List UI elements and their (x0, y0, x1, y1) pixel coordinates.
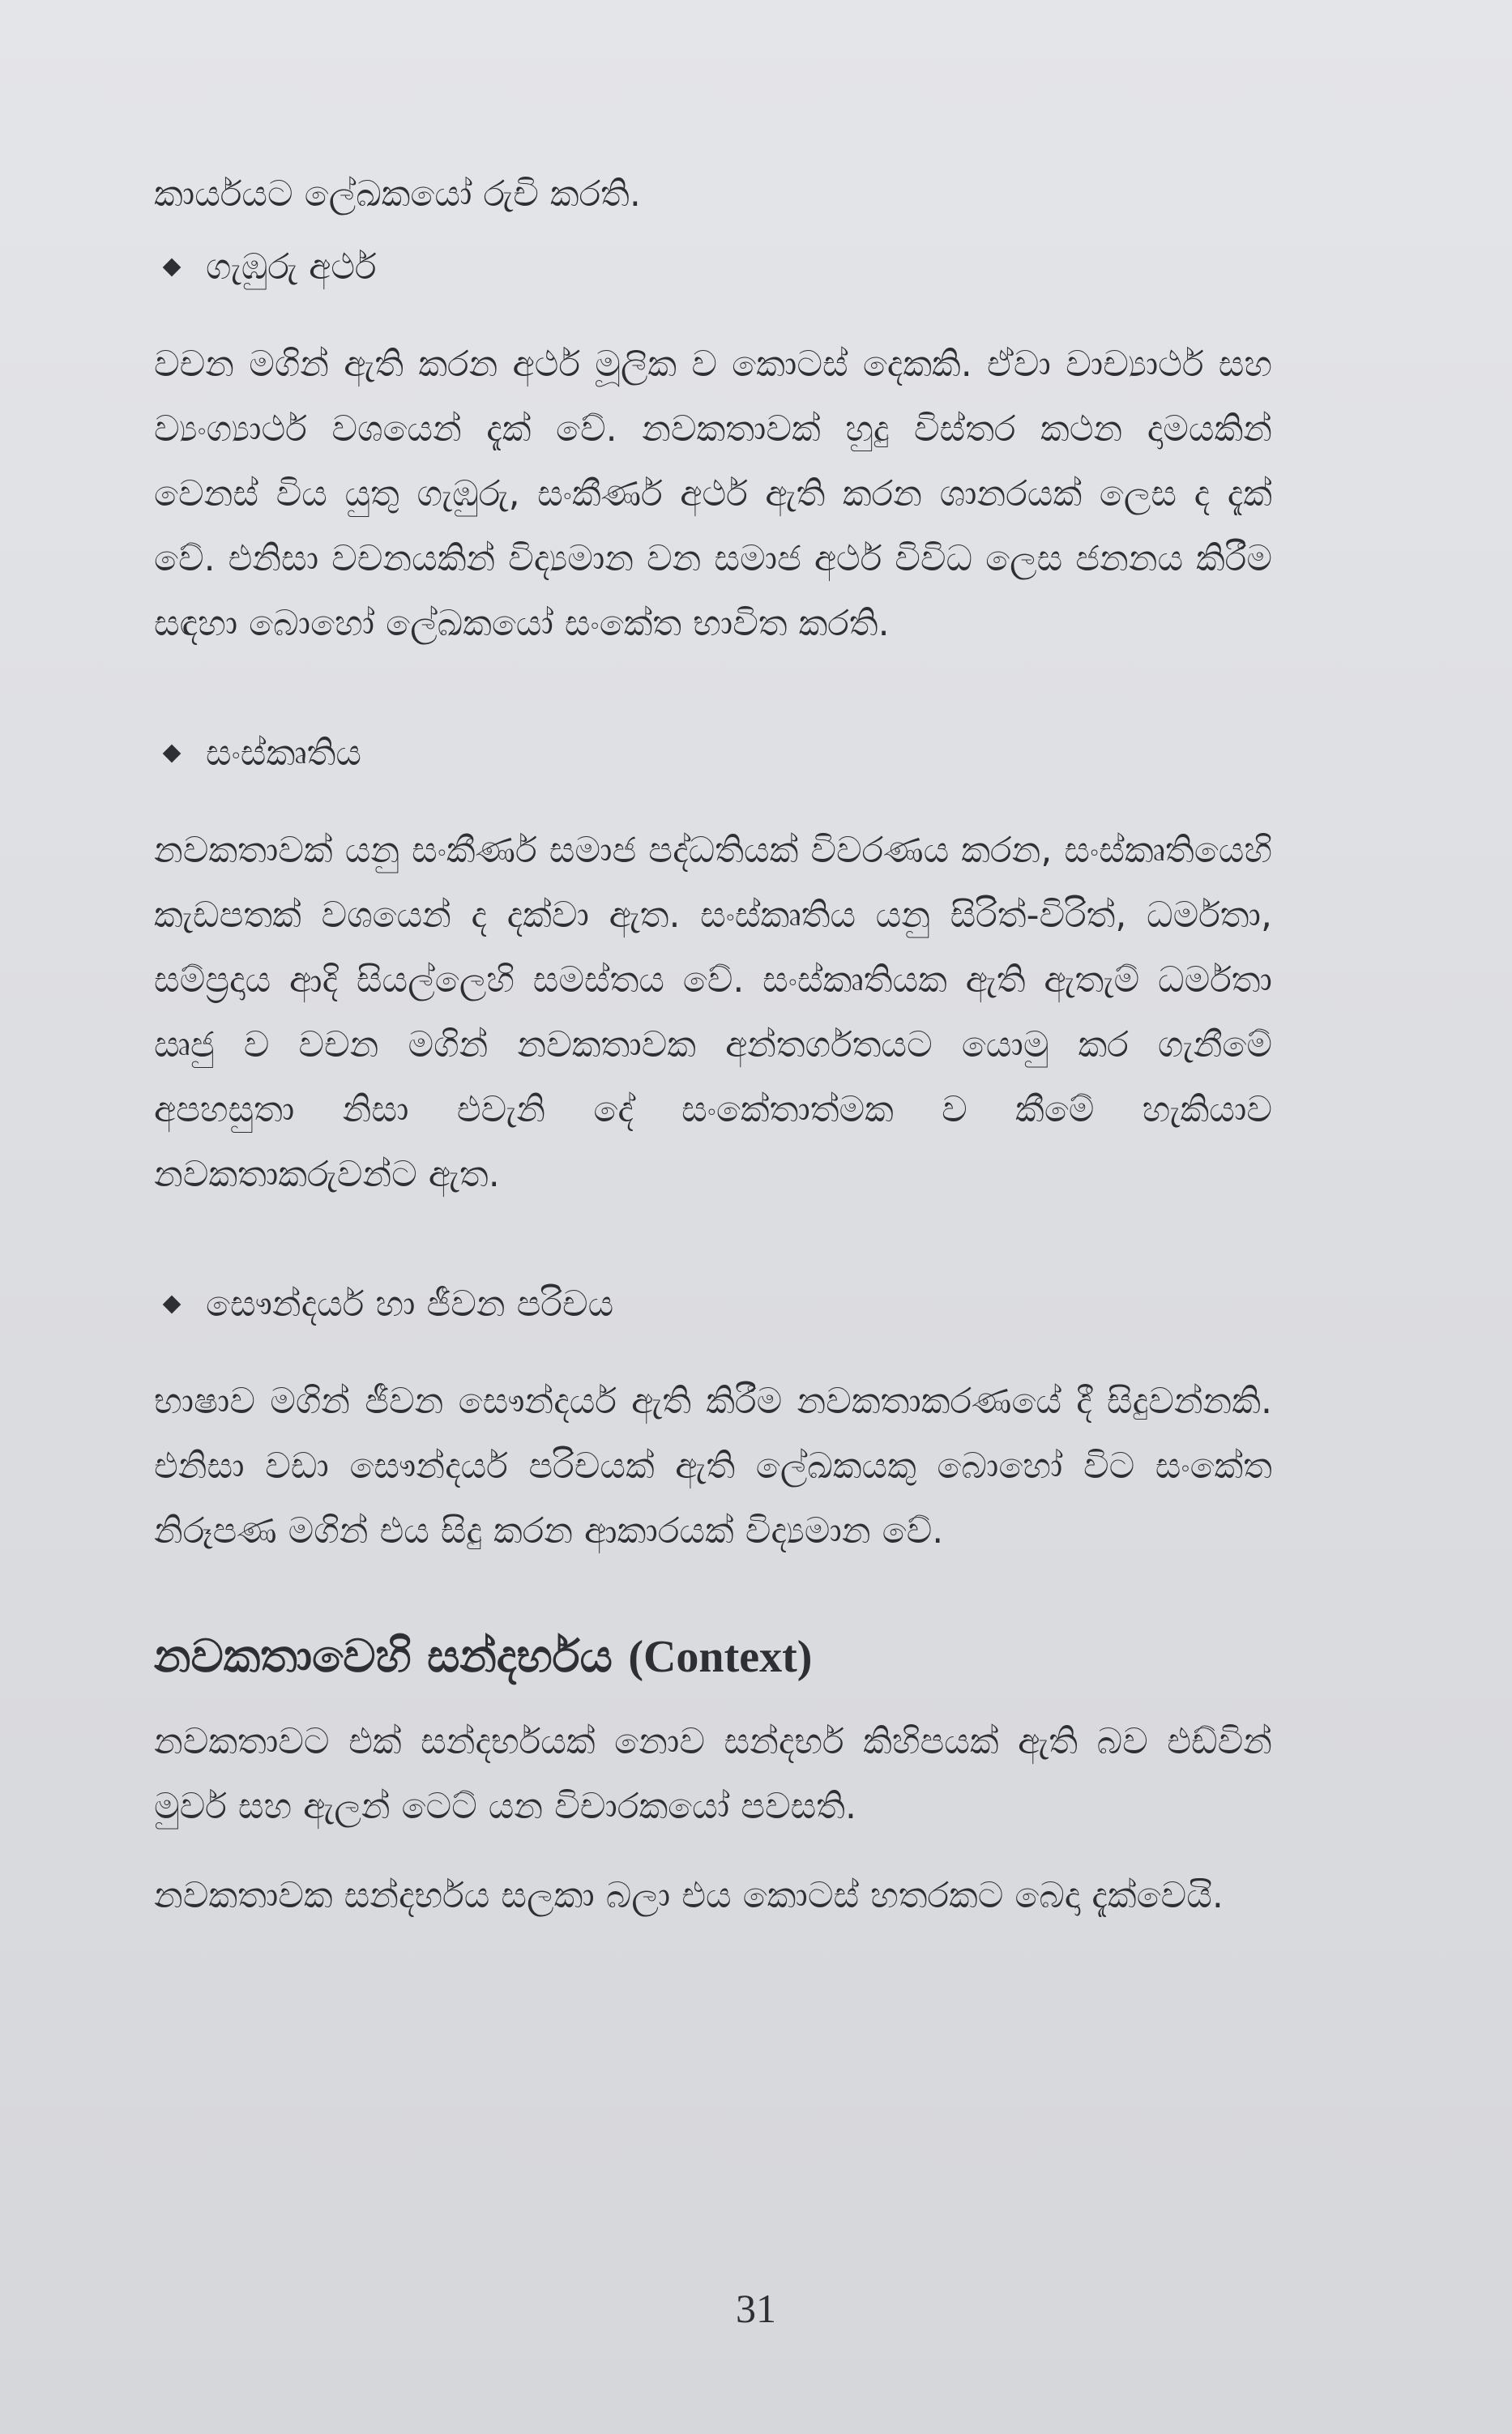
section-paragraph-profound-meaning: වචන මගින් ඇති කරන අර්ථ මූලික ව කොටස් දෙකකි. ඒවා වාච්‍යාර්ථ සහ ව්‍යංග්‍යාර්ථ වශයෙන් දැක් වේ. නවකතාවක් හුදු විස්තර කථන දාමයකින් වෙනස් විය යුතු ගැඹුරු, සංකීර්ණ අර්ථ ඇති කරන ශානරයක් ලෙස ද දැක් වේ. එනිසා වචනයකින් විද්‍යමාන වන සමාජ අර්ථ විවිධ ලෙස ජනනය කිරීම සඳහා බොහෝ ලේඛකයෝ සංකේත භාවිත කරති. (154, 344, 1272, 644)
context-title-english: (Context) (628, 1632, 813, 1682)
diamond-bullet-icon (163, 1296, 182, 1314)
section-paragraph-culture: නවකතාවක් යනු සංකීර්ණ සමාජ පද්ධතියක් විවරණය කරන, සංස්කෘතියෙහි කැඩපතක් වශයෙන් ද දක්වා ඇත. සංස්කෘතිය යනු සිරිත්-විරිත්, ධර්මතා, සම්ප්‍රදාය ආදි සියල්ලෙහි සමස්තය වේ. සංස්කෘතියක ඇති ඇතැම් ධර්මතා ඍජු ව වචන මගින් නවකතාවක අන්තර්ගතයට යොමු කර ගැනීමේ අපහසුතා නිසා එවැනි දේ සංකේතාත්මක ව කීමේ හැකියාව නවකතාකරුවන්ට ඇත. (154, 830, 1272, 1195)
section-heading-text: සෞන්දර්ය හා ජීවන පරිචය (206, 1283, 614, 1325)
diamond-bullet-icon (163, 745, 182, 763)
diamond-bullet-icon (163, 258, 182, 277)
lead-line: කාර්යයට ලේඛකයෝ රුචි කරති. (154, 173, 641, 215)
section-heading-aesthetics (154, 1272, 1272, 1337)
context-paragraph-1: නවකතාවට එක් සන්දර්භයක් නොව සන්දර්භ කිහිපයක් ඇති බව එඩ්වින් මුවර් සහ ඇලන් ටෙට් යන විචාරකයෝ පවසති. (154, 1721, 1272, 1827)
section-paragraph-aesthetics: භාෂාව මගින් ජීවන සෞන්දර්ය ඇති කිරීම නවකතාකරණයේ දී සිදුවන්නකි. එනිසා වඩා සෞන්දර්ය පරිචයක් ඇති ලේඛකයකු බොහෝ විට සංකේත නිරූපණ මගින් එය සිදු කරන ආකාරයක් විද්‍යමාන වේ. (154, 1381, 1272, 1552)
page-number: 31 (736, 2286, 776, 2331)
context-section-title (154, 1621, 1272, 1693)
section-heading-profound-meaning (154, 235, 1272, 300)
context-paragraph-2: නවකතාවක සන්දර්භය සලකා බලා එය කොටස් හතරකට බෙදා දැක්වෙයි. (154, 1875, 1224, 1916)
section-heading-text: ගැඹුරු අර්ථ (206, 246, 377, 288)
section-heading-text: සංස්කෘතිය (206, 732, 362, 774)
context-title-sinhala: නවකතාවෙහි සන්දර්භය (154, 1630, 613, 1683)
page-content (154, 162, 1272, 1928)
section-heading-culture (154, 721, 1272, 786)
